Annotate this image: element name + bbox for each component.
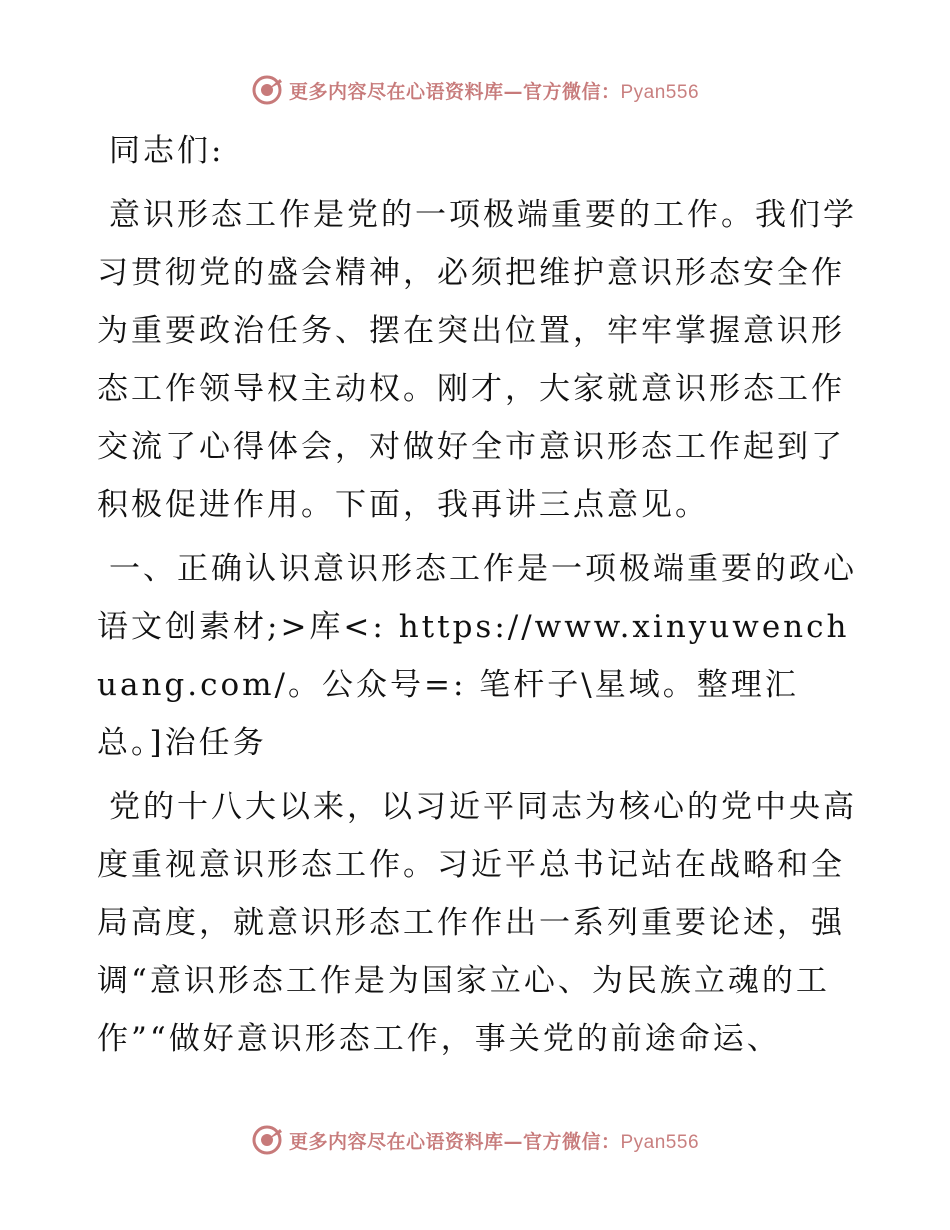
paragraph-intro: 意识形态工作是党的一项极端重要的工作。我们学习贯彻党的盛会精神，必须把维护意识形态安全作为重要政治任务、摆在突出位置，牢牢掌握意识形态工作领导权主动权。刚才，大家就意识形态工作交流了心得体会，对做好全市意识形态工作起到了积极促进作用。下面，我再讲三点意见。 bbox=[97, 197, 857, 523]
pen-logo-icon bbox=[251, 1124, 283, 1156]
footer-banner-label: 更多内容尽在心语资料库—官方微信： bbox=[288, 1130, 621, 1153]
header-banner bbox=[0, 70, 950, 110]
document-body bbox=[97, 122, 857, 1074]
header-banner-label: 更多内容尽在心语资料库—官方微信： bbox=[288, 80, 621, 103]
salutation: 同志们: bbox=[109, 133, 225, 169]
footer-banner bbox=[0, 1120, 950, 1160]
section-heading-1: 一、正确认识意识形态工作是一项极端重要的政心语文创素材;>库<: https://www.xinyuwenchuang.com/。公众号=: 笔杆子\星域。整理汇总。]治任务 bbox=[97, 551, 857, 761]
footer-banner-text bbox=[289, 1127, 699, 1154]
header-wechat-id: Pyan556 bbox=[620, 81, 700, 103]
pen-logo-icon bbox=[251, 74, 283, 106]
header-banner-text bbox=[289, 77, 699, 104]
paragraph-section-1: 党的十八大以来，以习近平同志为核心的党中央高度重视意识形态工作。习近平总书记站在战略和全局高度，就意识形态工作作出一系列重要论述，强调“意识形态工作是为国家立心、为民族立魂的工作”“做好意识形态工作，事关党的前途命运、 bbox=[97, 789, 857, 1057]
footer-wechat-id: Pyan556 bbox=[620, 1131, 700, 1153]
